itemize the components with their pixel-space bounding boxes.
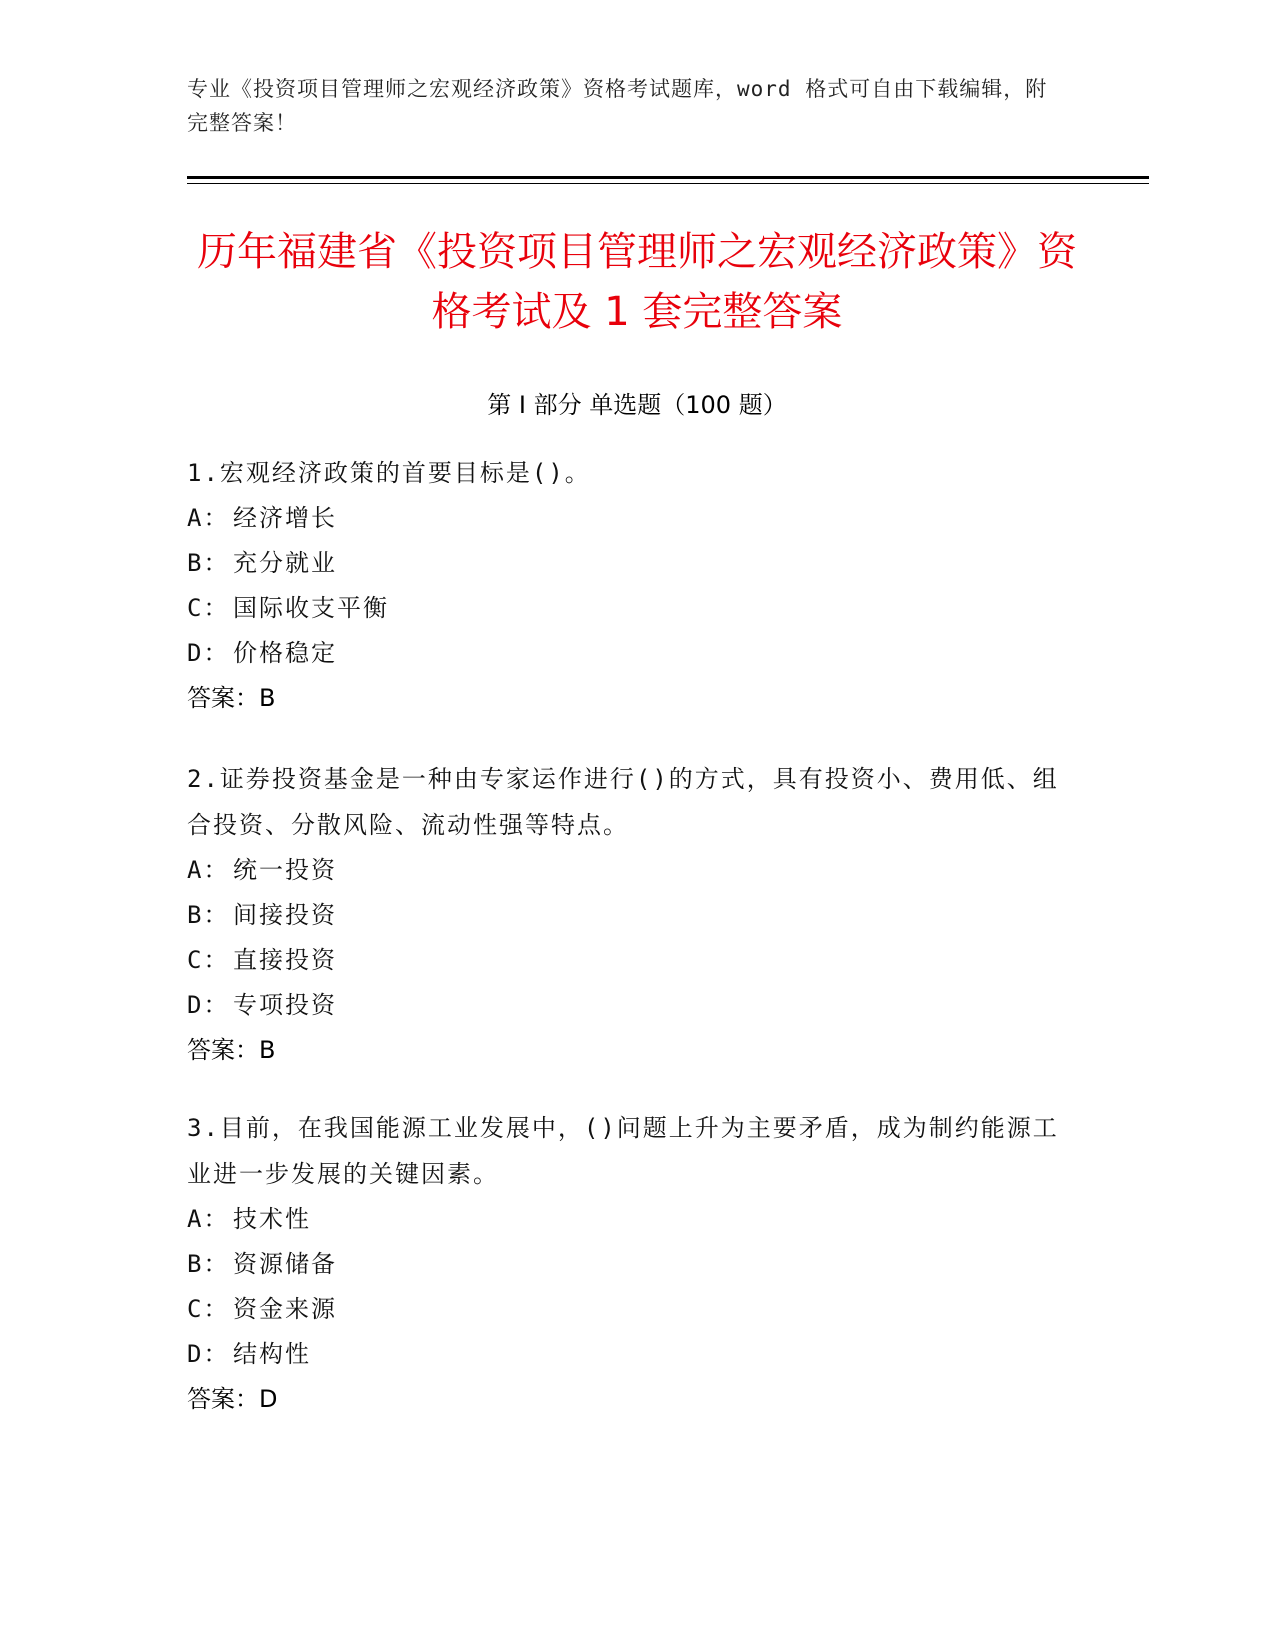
option-label: A： [187,856,230,884]
option-label: B： [187,549,230,577]
option-text: 经济增长 [233,504,337,532]
option-text: 直接投资 [233,946,337,974]
option-b [187,1242,1067,1287]
option-text: 充分就业 [233,549,337,577]
option-text: 统一投资 [233,856,337,884]
answer-value: B [259,1036,276,1064]
option-text: 资金来源 [233,1295,337,1323]
answer-prefix: 答案： [187,684,259,712]
option-label: A： [187,504,230,532]
option-a [187,848,1067,893]
option-d [187,983,1067,1028]
option-text: 国际收支平衡 [233,594,389,622]
option-label: D： [187,991,230,1019]
option-label: C： [187,1295,230,1323]
question-1 [187,450,1067,721]
option-a [187,496,1067,541]
answer-prefix: 答案： [187,1385,259,1413]
question-stem: 2.证券投资基金是一种由专家运作进行()的方式，具有投资小、费用低、组合投资、分散风险、流动性强等特点。 [187,765,1059,839]
option-text: 资源储备 [233,1250,337,1278]
option-text: 技术性 [233,1205,311,1233]
option-text: 结构性 [233,1340,311,1368]
answer-prefix: 答案： [187,1036,259,1064]
option-b [187,541,1067,586]
option-b [187,893,1067,938]
answer-line [187,1028,1067,1073]
header-rule-thin [187,183,1149,184]
question-3 [187,1105,1067,1422]
section-heading: 第 I 部分 单选题（100 题） [487,391,787,419]
question-2 [187,756,1067,1073]
document-title: 历年福建省《投资项目管理师之宏观经济政策》资格考试及 1 套完整答案 [197,229,1077,335]
option-c [187,938,1067,983]
option-text: 价格稳定 [233,639,337,667]
option-text: 专项投资 [233,991,337,1019]
option-text: 间接投资 [233,901,337,929]
option-label: B： [187,901,230,929]
option-label: D： [187,639,230,667]
answer-value: B [259,684,276,712]
question-stem: 1.宏观经济政策的首要目标是()。 [187,459,591,487]
option-a [187,1197,1067,1242]
header-note: 专业《投资项目管理师之宏观经济政策》资格考试题库，word 格式可自由下载编辑，附完整答案！ [187,77,1048,135]
answer-line [187,1377,1067,1422]
option-label: D： [187,1340,230,1368]
option-label: B： [187,1250,230,1278]
question-stem: 3.目前，在我国能源工业发展中，()问题上升为主要矛盾，成为制约能源工业进一步发展的关键因素。 [187,1114,1059,1188]
option-c [187,586,1067,631]
answer-value: D [259,1385,278,1413]
header-rule-thick [187,176,1149,179]
option-d [187,1332,1067,1377]
option-label: C： [187,594,230,622]
option-label: A： [187,1205,230,1233]
option-label: C： [187,946,230,974]
option-c [187,1287,1067,1332]
option-d [187,631,1067,676]
answer-line [187,676,1067,721]
